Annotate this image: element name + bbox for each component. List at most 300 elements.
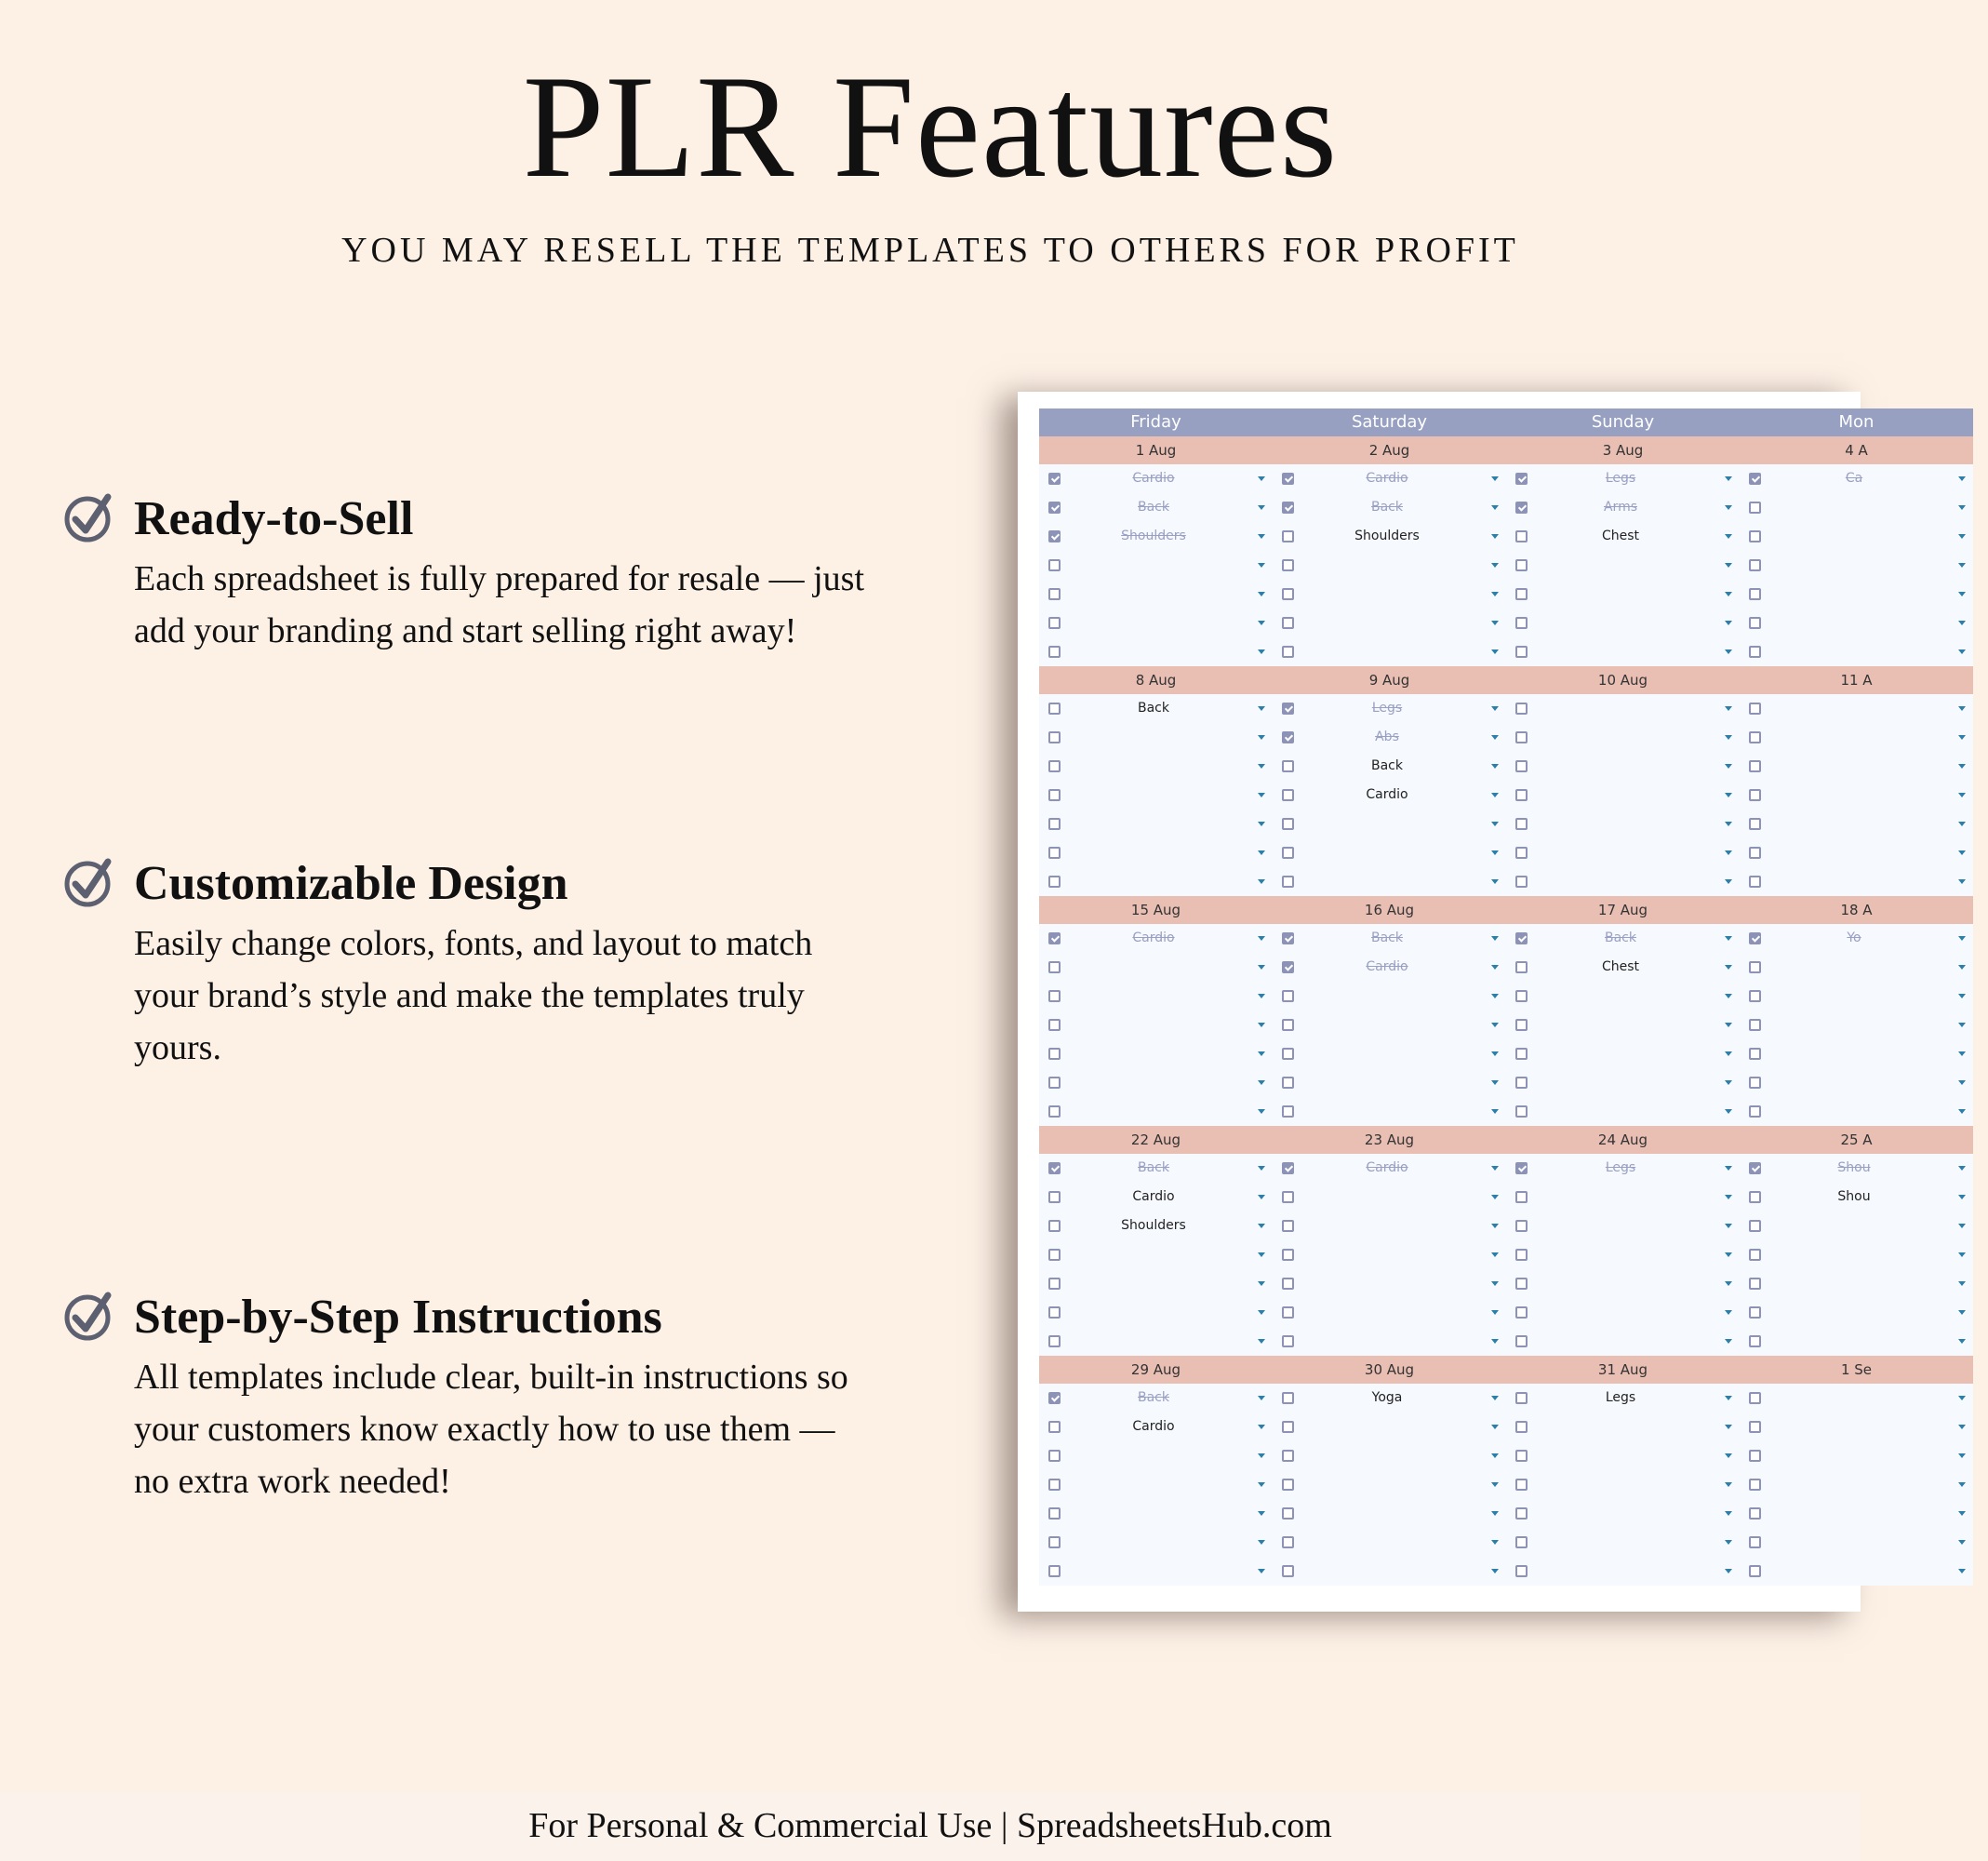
chevron-down-icon[interactable] xyxy=(1725,592,1732,596)
workout-checkbox[interactable] xyxy=(1515,1191,1528,1203)
workout-checkbox[interactable] xyxy=(1048,1105,1061,1118)
workout-cell[interactable] xyxy=(1775,1557,1933,1586)
workout-checkbox[interactable] xyxy=(1282,1162,1294,1174)
workout-cell[interactable] xyxy=(1074,1499,1233,1528)
workout-checkbox[interactable] xyxy=(1515,1048,1528,1060)
workout-checkbox[interactable] xyxy=(1282,559,1294,571)
chevron-down-icon[interactable] xyxy=(1258,1109,1265,1114)
workout-checkbox[interactable] xyxy=(1515,760,1528,772)
workout-checkbox[interactable] xyxy=(1515,530,1528,542)
chevron-down-icon[interactable] xyxy=(1491,850,1499,855)
chevron-down-icon[interactable] xyxy=(1958,1540,1966,1545)
workout-cell[interactable] xyxy=(1308,609,1466,637)
workout-cell[interactable] xyxy=(1308,551,1466,580)
workout-cell[interactable] xyxy=(1541,867,1700,896)
chevron-down-icon[interactable] xyxy=(1258,1453,1265,1458)
workout-cell[interactable] xyxy=(1775,1068,1933,1097)
chevron-down-icon[interactable] xyxy=(1958,1166,1966,1171)
workout-checkbox[interactable] xyxy=(1048,932,1061,944)
workout-checkbox[interactable] xyxy=(1749,818,1761,830)
chevron-down-icon[interactable] xyxy=(1258,793,1265,797)
workout-cell[interactable] xyxy=(1074,752,1233,781)
workout-checkbox[interactable] xyxy=(1515,1077,1528,1089)
workout-checkbox[interactable] xyxy=(1282,473,1294,485)
workout-checkbox[interactable] xyxy=(1048,1392,1061,1404)
workout-checkbox[interactable] xyxy=(1048,559,1061,571)
workout-checkbox[interactable] xyxy=(1749,932,1761,944)
chevron-down-icon[interactable] xyxy=(1958,476,1966,481)
workout-checkbox[interactable] xyxy=(1515,502,1528,514)
chevron-down-icon[interactable] xyxy=(1491,1080,1499,1085)
workout-cell[interactable] xyxy=(1541,1240,1700,1269)
workout-checkbox[interactable] xyxy=(1048,703,1061,715)
workout-checkbox[interactable] xyxy=(1749,990,1761,1002)
chevron-down-icon[interactable] xyxy=(1491,735,1499,740)
workout-checkbox[interactable] xyxy=(1515,789,1528,801)
chevron-down-icon[interactable] xyxy=(1958,1396,1966,1400)
chevron-down-icon[interactable] xyxy=(1958,1224,1966,1228)
chevron-down-icon[interactable] xyxy=(1725,1051,1732,1056)
workout-checkbox[interactable] xyxy=(1515,1565,1528,1577)
chevron-down-icon[interactable] xyxy=(1491,649,1499,654)
workout-cell[interactable] xyxy=(1074,580,1233,609)
chevron-down-icon[interactable] xyxy=(1491,534,1499,539)
chevron-down-icon[interactable] xyxy=(1491,1425,1499,1429)
chevron-down-icon[interactable] xyxy=(1491,1166,1499,1171)
workout-cell[interactable] xyxy=(1308,982,1466,1011)
workout-cell[interactable]: Yo xyxy=(1847,930,1861,945)
chevron-down-icon[interactable] xyxy=(1491,1023,1499,1027)
workout-checkbox[interactable] xyxy=(1749,1162,1761,1174)
workout-checkbox[interactable] xyxy=(1749,530,1761,542)
workout-cell[interactable] xyxy=(1541,1068,1700,1097)
workout-cell[interactable] xyxy=(1775,1528,1933,1557)
workout-checkbox[interactable] xyxy=(1282,1479,1294,1491)
workout-cell[interactable]: Back xyxy=(1138,1390,1169,1405)
workout-checkbox[interactable] xyxy=(1282,1077,1294,1089)
chevron-down-icon[interactable] xyxy=(1258,1166,1265,1171)
chevron-down-icon[interactable] xyxy=(1258,850,1265,855)
workout-checkbox[interactable] xyxy=(1282,703,1294,715)
workout-cell[interactable] xyxy=(1541,1441,1700,1470)
chevron-down-icon[interactable] xyxy=(1491,1224,1499,1228)
workout-checkbox[interactable] xyxy=(1048,818,1061,830)
workout-cell[interactable] xyxy=(1541,838,1700,867)
workout-cell[interactable] xyxy=(1074,867,1233,896)
chevron-down-icon[interactable] xyxy=(1958,1310,1966,1315)
workout-cell[interactable] xyxy=(1074,781,1233,810)
workout-cell[interactable] xyxy=(1541,1412,1700,1441)
chevron-down-icon[interactable] xyxy=(1725,850,1732,855)
workout-cell[interactable] xyxy=(1308,1011,1466,1039)
chevron-down-icon[interactable] xyxy=(1491,936,1499,941)
chevron-down-icon[interactable] xyxy=(1258,706,1265,711)
workout-cell[interactable]: Back xyxy=(1138,1160,1169,1175)
workout-checkbox[interactable] xyxy=(1749,1019,1761,1031)
workout-checkbox[interactable] xyxy=(1749,703,1761,715)
chevron-down-icon[interactable] xyxy=(1958,592,1966,596)
workout-checkbox[interactable] xyxy=(1749,473,1761,485)
chevron-down-icon[interactable] xyxy=(1258,1511,1265,1516)
workout-cell[interactable] xyxy=(1308,1068,1466,1097)
chevron-down-icon[interactable] xyxy=(1958,1511,1966,1516)
chevron-down-icon[interactable] xyxy=(1491,1109,1499,1114)
workout-cell[interactable]: Shou xyxy=(1837,1189,1871,1204)
workout-checkbox[interactable] xyxy=(1749,559,1761,571)
workout-checkbox[interactable] xyxy=(1515,818,1528,830)
workout-checkbox[interactable] xyxy=(1282,1105,1294,1118)
chevron-down-icon[interactable] xyxy=(1725,994,1732,998)
chevron-down-icon[interactable] xyxy=(1958,1453,1966,1458)
workout-checkbox[interactable] xyxy=(1282,502,1294,514)
workout-checkbox[interactable] xyxy=(1048,646,1061,658)
chevron-down-icon[interactable] xyxy=(1491,822,1499,826)
chevron-down-icon[interactable] xyxy=(1725,1425,1732,1429)
workout-checkbox[interactable] xyxy=(1048,473,1061,485)
workout-checkbox[interactable] xyxy=(1749,1335,1761,1347)
chevron-down-icon[interactable] xyxy=(1491,1281,1499,1286)
workout-checkbox[interactable] xyxy=(1048,1019,1061,1031)
workout-cell[interactable]: Shou xyxy=(1837,1160,1871,1175)
workout-checkbox[interactable] xyxy=(1515,1306,1528,1319)
workout-checkbox[interactable] xyxy=(1749,1450,1761,1462)
workout-checkbox[interactable] xyxy=(1749,1536,1761,1548)
chevron-down-icon[interactable] xyxy=(1958,1051,1966,1056)
chevron-down-icon[interactable] xyxy=(1725,1511,1732,1516)
workout-checkbox[interactable] xyxy=(1282,1335,1294,1347)
workout-cell[interactable]: Cardio xyxy=(1366,959,1408,974)
workout-cell[interactable]: Shoulders xyxy=(1121,529,1186,543)
workout-cell[interactable] xyxy=(1308,1212,1466,1240)
chevron-down-icon[interactable] xyxy=(1258,735,1265,740)
workout-checkbox[interactable] xyxy=(1282,961,1294,973)
workout-checkbox[interactable] xyxy=(1048,847,1061,859)
chevron-down-icon[interactable] xyxy=(1258,822,1265,826)
workout-cell[interactable] xyxy=(1074,1039,1233,1068)
workout-cell[interactable] xyxy=(1074,1269,1233,1298)
workout-cell[interactable]: Cardio xyxy=(1366,471,1408,486)
workout-checkbox[interactable] xyxy=(1282,646,1294,658)
chevron-down-icon[interactable] xyxy=(1491,1339,1499,1344)
chevron-down-icon[interactable] xyxy=(1958,994,1966,998)
chevron-down-icon[interactable] xyxy=(1725,1252,1732,1257)
workout-cell[interactable] xyxy=(1541,1528,1700,1557)
workout-checkbox[interactable] xyxy=(1749,502,1761,514)
chevron-down-icon[interactable] xyxy=(1958,822,1966,826)
chevron-down-icon[interactable] xyxy=(1258,649,1265,654)
workout-checkbox[interactable] xyxy=(1048,1306,1061,1319)
workout-checkbox[interactable] xyxy=(1515,1507,1528,1520)
workout-cell[interactable]: Cardio xyxy=(1366,1160,1408,1175)
chevron-down-icon[interactable] xyxy=(1258,879,1265,884)
workout-checkbox[interactable] xyxy=(1515,731,1528,743)
chevron-down-icon[interactable] xyxy=(1491,879,1499,884)
workout-cell[interactable] xyxy=(1308,1183,1466,1212)
workout-cell[interactable]: Cardio xyxy=(1132,1419,1175,1434)
workout-cell[interactable] xyxy=(1775,580,1933,609)
chevron-down-icon[interactable] xyxy=(1258,1339,1265,1344)
chevron-down-icon[interactable] xyxy=(1258,476,1265,481)
chevron-down-icon[interactable] xyxy=(1958,1569,1966,1573)
workout-cell[interactable] xyxy=(1775,1499,1933,1528)
workout-cell[interactable] xyxy=(1541,1327,1700,1356)
workout-cell[interactable] xyxy=(1775,522,1933,551)
workout-checkbox[interactable] xyxy=(1282,1536,1294,1548)
chevron-down-icon[interactable] xyxy=(1258,1425,1265,1429)
workout-checkbox[interactable] xyxy=(1048,961,1061,973)
chevron-down-icon[interactable] xyxy=(1491,621,1499,625)
chevron-down-icon[interactable] xyxy=(1958,1482,1966,1487)
workout-cell[interactable] xyxy=(1074,982,1233,1011)
chevron-down-icon[interactable] xyxy=(1491,1051,1499,1056)
workout-checkbox[interactable] xyxy=(1515,932,1528,944)
workout-cell[interactable]: Legs xyxy=(1605,471,1636,486)
workout-checkbox[interactable] xyxy=(1048,1249,1061,1261)
workout-cell[interactable] xyxy=(1775,1384,1933,1412)
workout-checkbox[interactable] xyxy=(1048,760,1061,772)
workout-cell[interactable] xyxy=(1074,723,1233,752)
workout-checkbox[interactable] xyxy=(1749,588,1761,600)
chevron-down-icon[interactable] xyxy=(1725,476,1732,481)
workout-cell[interactable] xyxy=(1775,953,1933,982)
chevron-down-icon[interactable] xyxy=(1725,1023,1732,1027)
workout-checkbox[interactable] xyxy=(1515,1278,1528,1290)
workout-cell[interactable]: Back xyxy=(1371,930,1403,945)
workout-cell[interactable]: Legs xyxy=(1371,701,1403,716)
chevron-down-icon[interactable] xyxy=(1958,735,1966,740)
chevron-down-icon[interactable] xyxy=(1258,965,1265,970)
workout-checkbox[interactable] xyxy=(1749,1105,1761,1118)
workout-checkbox[interactable] xyxy=(1515,1335,1528,1347)
chevron-down-icon[interactable] xyxy=(1258,1482,1265,1487)
workout-checkbox[interactable] xyxy=(1282,588,1294,600)
chevron-down-icon[interactable] xyxy=(1491,1511,1499,1516)
chevron-down-icon[interactable] xyxy=(1491,1396,1499,1400)
chevron-down-icon[interactable] xyxy=(1958,505,1966,510)
chevron-down-icon[interactable] xyxy=(1725,1109,1732,1114)
workout-cell[interactable] xyxy=(1308,1298,1466,1327)
chevron-down-icon[interactable] xyxy=(1258,1540,1265,1545)
workout-cell[interactable] xyxy=(1074,1097,1233,1126)
workout-cell[interactable]: Back xyxy=(1371,500,1403,515)
workout-cell[interactable] xyxy=(1541,694,1700,723)
workout-cell[interactable] xyxy=(1775,609,1933,637)
workout-checkbox[interactable] xyxy=(1282,876,1294,888)
workout-cell[interactable] xyxy=(1074,810,1233,838)
workout-checkbox[interactable] xyxy=(1749,1479,1761,1491)
chevron-down-icon[interactable] xyxy=(1258,1023,1265,1027)
workout-cell[interactable] xyxy=(1308,1327,1466,1356)
workout-cell[interactable] xyxy=(1074,838,1233,867)
workout-cell[interactable] xyxy=(1541,810,1700,838)
workout-checkbox[interactable] xyxy=(1048,1335,1061,1347)
workout-checkbox[interactable] xyxy=(1048,1162,1061,1174)
workout-cell[interactable] xyxy=(1541,1557,1700,1586)
chevron-down-icon[interactable] xyxy=(1258,592,1265,596)
workout-checkbox[interactable] xyxy=(1515,990,1528,1002)
workout-checkbox[interactable] xyxy=(1515,847,1528,859)
workout-checkbox[interactable] xyxy=(1749,646,1761,658)
workout-cell[interactable] xyxy=(1308,637,1466,666)
workout-cell[interactable] xyxy=(1775,1212,1933,1240)
chevron-down-icon[interactable] xyxy=(1725,965,1732,970)
workout-cell[interactable] xyxy=(1541,752,1700,781)
workout-cell[interactable] xyxy=(1541,1183,1700,1212)
workout-cell[interactable] xyxy=(1775,810,1933,838)
workout-cell[interactable] xyxy=(1308,1441,1466,1470)
workout-checkbox[interactable] xyxy=(1282,1191,1294,1203)
chevron-down-icon[interactable] xyxy=(1725,1540,1732,1545)
workout-checkbox[interactable] xyxy=(1515,588,1528,600)
workout-checkbox[interactable] xyxy=(1048,1048,1061,1060)
workout-checkbox[interactable] xyxy=(1282,1220,1294,1232)
workout-checkbox[interactable] xyxy=(1048,588,1061,600)
workout-checkbox[interactable] xyxy=(1515,1450,1528,1462)
workout-checkbox[interactable] xyxy=(1048,789,1061,801)
workout-cell[interactable] xyxy=(1775,1240,1933,1269)
chevron-down-icon[interactable] xyxy=(1958,1252,1966,1257)
workout-cell[interactable] xyxy=(1541,1011,1700,1039)
workout-cell[interactable] xyxy=(1775,694,1933,723)
chevron-down-icon[interactable] xyxy=(1725,822,1732,826)
workout-cell[interactable] xyxy=(1775,1470,1933,1499)
chevron-down-icon[interactable] xyxy=(1958,563,1966,568)
workout-checkbox[interactable] xyxy=(1048,1278,1061,1290)
workout-checkbox[interactable] xyxy=(1515,1220,1528,1232)
workout-cell[interactable] xyxy=(1775,1097,1933,1126)
chevron-down-icon[interactable] xyxy=(1258,1051,1265,1056)
workout-checkbox[interactable] xyxy=(1048,530,1061,542)
workout-cell[interactable]: Back xyxy=(1605,930,1636,945)
chevron-down-icon[interactable] xyxy=(1491,1310,1499,1315)
workout-checkbox[interactable] xyxy=(1048,502,1061,514)
chevron-down-icon[interactable] xyxy=(1491,1540,1499,1545)
chevron-down-icon[interactable] xyxy=(1491,592,1499,596)
chevron-down-icon[interactable] xyxy=(1725,1310,1732,1315)
workout-checkbox[interactable] xyxy=(1749,1421,1761,1433)
workout-checkbox[interactable] xyxy=(1749,617,1761,629)
workout-checkbox[interactable] xyxy=(1749,1220,1761,1232)
chevron-down-icon[interactable] xyxy=(1258,1569,1265,1573)
workout-checkbox[interactable] xyxy=(1048,1220,1061,1232)
workout-cell[interactable] xyxy=(1775,1011,1933,1039)
workout-checkbox[interactable] xyxy=(1749,876,1761,888)
workout-checkbox[interactable] xyxy=(1749,789,1761,801)
workout-checkbox[interactable] xyxy=(1048,731,1061,743)
workout-cell[interactable] xyxy=(1541,982,1700,1011)
chevron-down-icon[interactable] xyxy=(1958,936,1966,941)
workout-cell[interactable]: Yoga xyxy=(1371,1390,1403,1405)
chevron-down-icon[interactable] xyxy=(1725,793,1732,797)
chevron-down-icon[interactable] xyxy=(1725,534,1732,539)
workout-checkbox[interactable] xyxy=(1048,1565,1061,1577)
workout-cell[interactable] xyxy=(1074,551,1233,580)
workout-checkbox[interactable] xyxy=(1048,876,1061,888)
workout-cell[interactable]: Cardio xyxy=(1366,787,1408,802)
workout-checkbox[interactable] xyxy=(1048,1450,1061,1462)
workout-cell[interactable] xyxy=(1775,493,1933,522)
workout-checkbox[interactable] xyxy=(1515,1392,1528,1404)
workout-checkbox[interactable] xyxy=(1282,1278,1294,1290)
workout-checkbox[interactable] xyxy=(1749,1048,1761,1060)
chevron-down-icon[interactable] xyxy=(1725,1482,1732,1487)
chevron-down-icon[interactable] xyxy=(1258,1252,1265,1257)
workout-checkbox[interactable] xyxy=(1515,1162,1528,1174)
workout-cell[interactable] xyxy=(1074,1068,1233,1097)
workout-checkbox[interactable] xyxy=(1515,473,1528,485)
workout-checkbox[interactable] xyxy=(1749,1077,1761,1089)
workout-checkbox[interactable] xyxy=(1515,1249,1528,1261)
workout-cell[interactable]: Chest xyxy=(1601,959,1640,974)
workout-cell[interactable] xyxy=(1541,1269,1700,1298)
workout-cell[interactable]: Cardio xyxy=(1132,471,1175,486)
workout-checkbox[interactable] xyxy=(1282,731,1294,743)
workout-cell[interactable] xyxy=(1541,1212,1700,1240)
chevron-down-icon[interactable] xyxy=(1491,764,1499,769)
chevron-down-icon[interactable] xyxy=(1491,1195,1499,1199)
workout-cell[interactable] xyxy=(1308,838,1466,867)
workout-cell[interactable] xyxy=(1541,1097,1700,1126)
chevron-down-icon[interactable] xyxy=(1491,706,1499,711)
workout-cell[interactable] xyxy=(1308,1557,1466,1586)
workout-checkbox[interactable] xyxy=(1282,847,1294,859)
chevron-down-icon[interactable] xyxy=(1958,1080,1966,1085)
workout-cell[interactable] xyxy=(1074,1470,1233,1499)
chevron-down-icon[interactable] xyxy=(1958,1109,1966,1114)
chevron-down-icon[interactable] xyxy=(1491,563,1499,568)
workout-cell[interactable] xyxy=(1308,1269,1466,1298)
workout-cell[interactable] xyxy=(1074,609,1233,637)
workout-checkbox[interactable] xyxy=(1749,760,1761,772)
chevron-down-icon[interactable] xyxy=(1958,1195,1966,1199)
chevron-down-icon[interactable] xyxy=(1258,1396,1265,1400)
workout-checkbox[interactable] xyxy=(1048,990,1061,1002)
chevron-down-icon[interactable] xyxy=(1491,505,1499,510)
workout-checkbox[interactable] xyxy=(1282,1306,1294,1319)
chevron-down-icon[interactable] xyxy=(1258,1195,1265,1199)
workout-cell[interactable] xyxy=(1775,1039,1933,1068)
chevron-down-icon[interactable] xyxy=(1725,1080,1732,1085)
workout-checkbox[interactable] xyxy=(1749,1306,1761,1319)
workout-cell[interactable] xyxy=(1775,867,1933,896)
chevron-down-icon[interactable] xyxy=(1725,936,1732,941)
workout-cell[interactable]: Back xyxy=(1138,701,1169,716)
workout-checkbox[interactable] xyxy=(1515,1479,1528,1491)
workout-checkbox[interactable] xyxy=(1515,1421,1528,1433)
workout-checkbox[interactable] xyxy=(1048,1536,1061,1548)
workout-cell[interactable] xyxy=(1308,1499,1466,1528)
chevron-down-icon[interactable] xyxy=(1958,706,1966,711)
workout-cell[interactable]: Legs xyxy=(1605,1160,1636,1175)
chevron-down-icon[interactable] xyxy=(1958,879,1966,884)
chevron-down-icon[interactable] xyxy=(1725,1281,1732,1286)
chevron-down-icon[interactable] xyxy=(1725,1339,1732,1344)
workout-checkbox[interactable] xyxy=(1515,559,1528,571)
workout-checkbox[interactable] xyxy=(1515,703,1528,715)
chevron-down-icon[interactable] xyxy=(1725,1195,1732,1199)
workout-checkbox[interactable] xyxy=(1282,1392,1294,1404)
chevron-down-icon[interactable] xyxy=(1725,563,1732,568)
chevron-down-icon[interactable] xyxy=(1258,534,1265,539)
workout-cell[interactable] xyxy=(1074,1011,1233,1039)
workout-cell[interactable] xyxy=(1775,1441,1933,1470)
workout-cell[interactable] xyxy=(1074,637,1233,666)
chevron-down-icon[interactable] xyxy=(1958,793,1966,797)
workout-checkbox[interactable] xyxy=(1048,1507,1061,1520)
workout-cell[interactable] xyxy=(1308,580,1466,609)
workout-cell[interactable]: Cardio xyxy=(1132,930,1175,945)
workout-cell[interactable] xyxy=(1308,1039,1466,1068)
